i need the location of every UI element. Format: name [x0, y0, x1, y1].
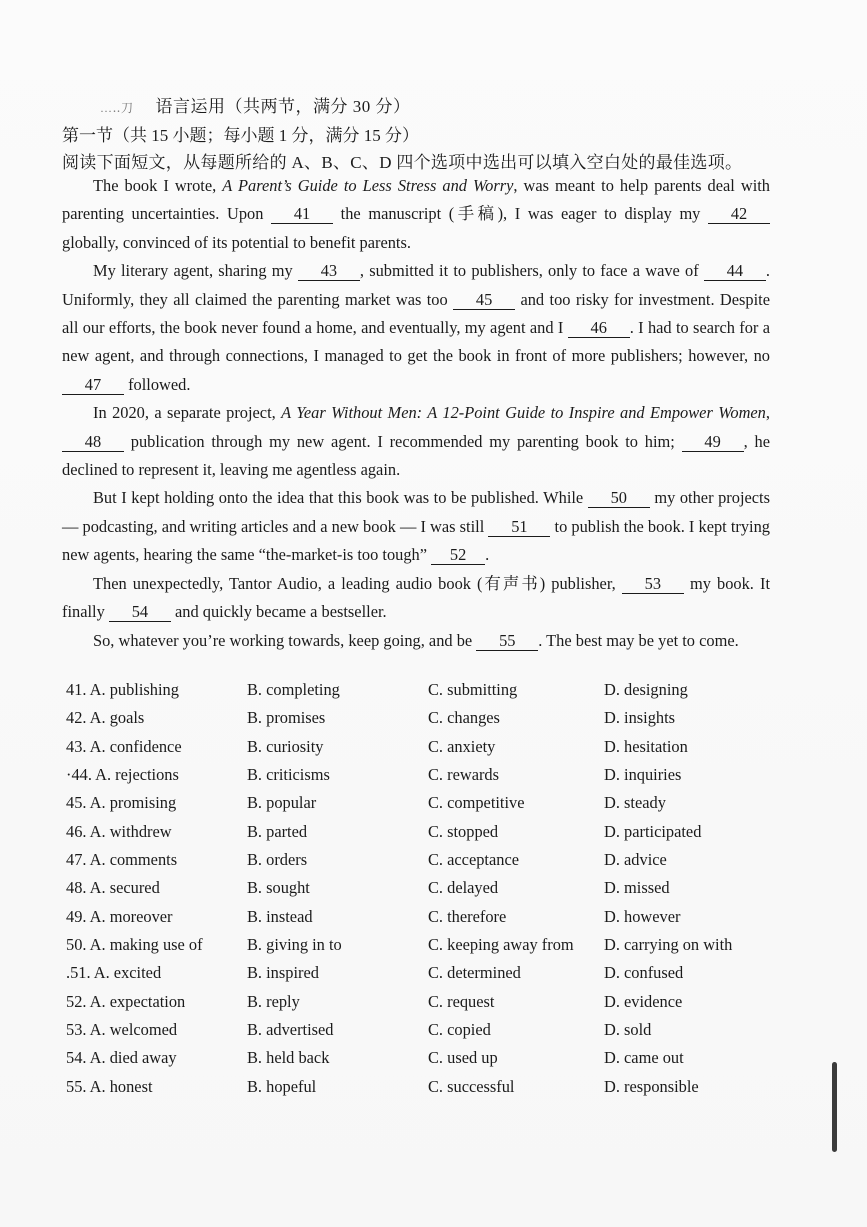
book-title: A Parent’s Guide to Less Stress and Worry [222, 176, 514, 195]
option-row-48 [66, 878, 786, 906]
option-d[interactable]: D. designing [604, 680, 688, 699]
blank-46[interactable]: 46 [568, 319, 630, 338]
option-b[interactable]: B. hopeful [247, 1076, 317, 1096]
option-row-54 [66, 1048, 786, 1076]
option-a[interactable]: 55. A. honest [66, 1076, 153, 1096]
option-a[interactable]: 52. A. expectation [66, 991, 186, 1011]
option-row-43 [66, 737, 786, 765]
option-b[interactable]: B. criticisms [247, 765, 330, 785]
option-row-44 [66, 765, 786, 793]
scrollbar-thumb[interactable] [832, 1062, 837, 1152]
option-c[interactable]: C. anxiety [428, 736, 496, 756]
options-table [66, 680, 786, 1105]
text: to publish the book. I kept trying new agents, hearing the same “the-market-is too tough” [62, 516, 770, 565]
option-c[interactable]: C. used up [428, 1048, 498, 1068]
project-title: A Year Without Men: A 12-Point Guide to Inspire and Empower Women [281, 403, 766, 423]
paragraph-6 [62, 627, 770, 655]
option-b[interactable]: B. promises [247, 708, 326, 728]
option-c[interactable]: C. competitive [428, 793, 525, 813]
blank-45[interactable]: 45 [453, 291, 515, 310]
option-c[interactable]: C. request [428, 991, 495, 1011]
option-a[interactable]: 42. A. goals [66, 708, 145, 728]
option-b[interactable]: B. advertised [247, 1020, 334, 1040]
option-d[interactable]: D. however [604, 906, 681, 926]
option-c[interactable]: C. determined [428, 963, 521, 983]
option-d[interactable]: D. advice [604, 850, 667, 870]
cloze-passage [62, 172, 770, 655]
option-a[interactable]: 45. A. promising [66, 793, 177, 813]
text: In 2020, a separate project, [93, 403, 282, 423]
option-c[interactable]: C. stopped [428, 821, 499, 841]
option-b[interactable]: B. giving in to [247, 935, 342, 955]
option-b[interactable]: B. popular [247, 793, 317, 813]
text: . [485, 545, 490, 565]
option-a[interactable]: 49. A. moreover [66, 906, 173, 926]
text: and too risky for investment. Despite all our efforts, the book never found a home, and eventually, my agent and I [62, 289, 771, 338]
option-row-41 [66, 680, 786, 708]
option-row-52 [66, 992, 786, 1020]
option-b[interactable]: B. sought [247, 878, 310, 898]
blank-43[interactable]: 43 [298, 262, 360, 281]
option-c[interactable]: C. copied [428, 1020, 491, 1040]
blank-44[interactable]: 44 [704, 262, 766, 281]
option-c[interactable]: C. therefore [428, 906, 507, 926]
option-b[interactable]: B. held back [247, 1048, 330, 1068]
option-c[interactable]: C. acceptance [428, 850, 519, 870]
option-row-46 [66, 822, 786, 850]
option-d[interactable]: D. responsible [604, 1076, 699, 1096]
option-d[interactable]: D. steady [604, 793, 666, 813]
option-c[interactable]: C. rewards [428, 765, 500, 785]
option-row-51 [66, 963, 786, 991]
paragraph-4 [62, 484, 770, 569]
option-a[interactable]: 41. A. publishing [66, 680, 179, 699]
blank-48[interactable]: 48 [62, 433, 124, 452]
option-c[interactable]: C. submitting [428, 680, 518, 699]
option-d[interactable]: D. participated [604, 821, 702, 841]
text: publication through my new agent. I recommended my parenting book to him; [124, 431, 682, 451]
section-title: 第一节（共 15 小题；每小题 1 分，满分 15 分） [62, 126, 419, 145]
text: . Uniformly, they all claimed the parenting market was too [62, 261, 771, 309]
option-a[interactable]: 43. A. confidence [66, 736, 182, 756]
option-c[interactable]: C. changes [428, 708, 500, 728]
option-a[interactable]: 46. A. withdrew [66, 821, 172, 841]
blank-42[interactable]: 42 [708, 205, 770, 224]
text: , was meant to help parents deal with parenting uncertainties. Upon [62, 176, 771, 224]
option-a[interactable]: 50. A. making use of [66, 935, 203, 955]
option-b[interactable]: B. parted [247, 821, 308, 841]
text: my other projects — podcasting, and writing articles and a new book — I was still [62, 488, 770, 536]
text: , he declined to represent it, leaving me agentless again. [62, 431, 770, 480]
blank-52[interactable]: 52 [431, 546, 485, 565]
blank-51[interactable]: 51 [488, 518, 550, 537]
paragraph-5 [62, 570, 770, 627]
text: But I kept holding onto the idea that this book was to be published. While [93, 488, 588, 508]
option-c[interactable]: C. delayed [428, 878, 499, 898]
text: , [765, 403, 770, 423]
option-a[interactable]: 47. A. comments [66, 850, 178, 870]
option-d[interactable]: D. sold [604, 1020, 652, 1040]
option-d[interactable]: D. hesitation [604, 736, 688, 756]
option-d[interactable]: D. inquiries [604, 765, 682, 785]
option-b[interactable]: B. completing [247, 680, 340, 699]
blank-47[interactable]: 47 [62, 376, 124, 395]
option-a[interactable]: ·44. A. rejections [66, 765, 179, 785]
option-d[interactable]: D. confused [604, 963, 684, 983]
paragraph-3 [62, 399, 770, 484]
option-row-50 [66, 935, 786, 963]
option-row-53 [66, 1020, 786, 1048]
blank-54[interactable]: 54 [109, 603, 171, 622]
option-d[interactable]: D. carrying on with [604, 935, 733, 955]
option-c[interactable]: C. keeping away from [428, 935, 574, 955]
option-row-55 [66, 1077, 786, 1105]
option-b[interactable]: B. instead [247, 906, 313, 926]
option-d[interactable]: D. missed [604, 878, 670, 898]
text: my book. It finally [62, 573, 770, 622]
text: followed. [124, 374, 191, 394]
text: the manuscript (手稿), I was eager to display my [333, 204, 709, 224]
text: . The best may be yet to come. [538, 630, 739, 650]
option-b[interactable]: B. reply [247, 991, 300, 1011]
option-b[interactable]: B. inspired [247, 963, 319, 983]
option-a[interactable]: 53. A. welcomed [66, 1020, 178, 1040]
option-b[interactable]: B. orders [247, 850, 308, 870]
blank-55[interactable]: 55 [476, 632, 538, 651]
part-label-smudge: …‥刀 [100, 101, 134, 115]
option-c[interactable]: C. successful [428, 1076, 515, 1096]
option-row-49 [66, 907, 786, 935]
text: Then unexpectedly, Tantor Audio, a leading audio book (有声书) publisher, [93, 573, 622, 593]
option-d[interactable]: D. evidence [604, 991, 683, 1011]
text: My literary agent, sharing my [93, 261, 298, 281]
option-a[interactable]: .51. A. excited [66, 963, 162, 983]
text: So, whatever you’re working towards, keep going, and be [93, 630, 477, 650]
part-title-text: 语言运用（共两节，满分 30 分） [155, 97, 411, 116]
option-d[interactable]: D. insights [604, 708, 676, 728]
option-a[interactable]: 54. A. died away [66, 1048, 177, 1068]
text: and quickly became a bestseller. [170, 602, 387, 622]
blank-53[interactable]: 53 [622, 575, 684, 594]
option-d[interactable]: D. came out [604, 1048, 684, 1068]
text: , submitted it to publishers, only to face a wave of [359, 261, 704, 281]
text: . I had to search for a new agent, and through connections, I managed to get the book in front of more publishers; however, no [62, 318, 770, 366]
option-row-45 [66, 793, 786, 821]
part-title [100, 92, 411, 117]
option-a[interactable]: 48. A. secured [66, 878, 160, 898]
option-row-47 [66, 850, 786, 878]
option-row-42 [66, 708, 786, 736]
text: globally, convinced of its potential to benefit parents. [62, 232, 411, 252]
blank-50[interactable]: 50 [588, 489, 650, 508]
option-b[interactable]: B. curiosity [247, 736, 324, 756]
blank-49[interactable]: 49 [682, 433, 744, 452]
text: The book I wrote, [93, 176, 223, 195]
blank-41[interactable]: 41 [271, 205, 333, 224]
instruction-text: 阅读下面短文，从每题所给的 A、B、C、D 四个选项中选出可以填入空白处的最佳选项。 [62, 153, 743, 172]
paragraph-2 [62, 257, 770, 399]
paragraph-1 [62, 172, 770, 257]
